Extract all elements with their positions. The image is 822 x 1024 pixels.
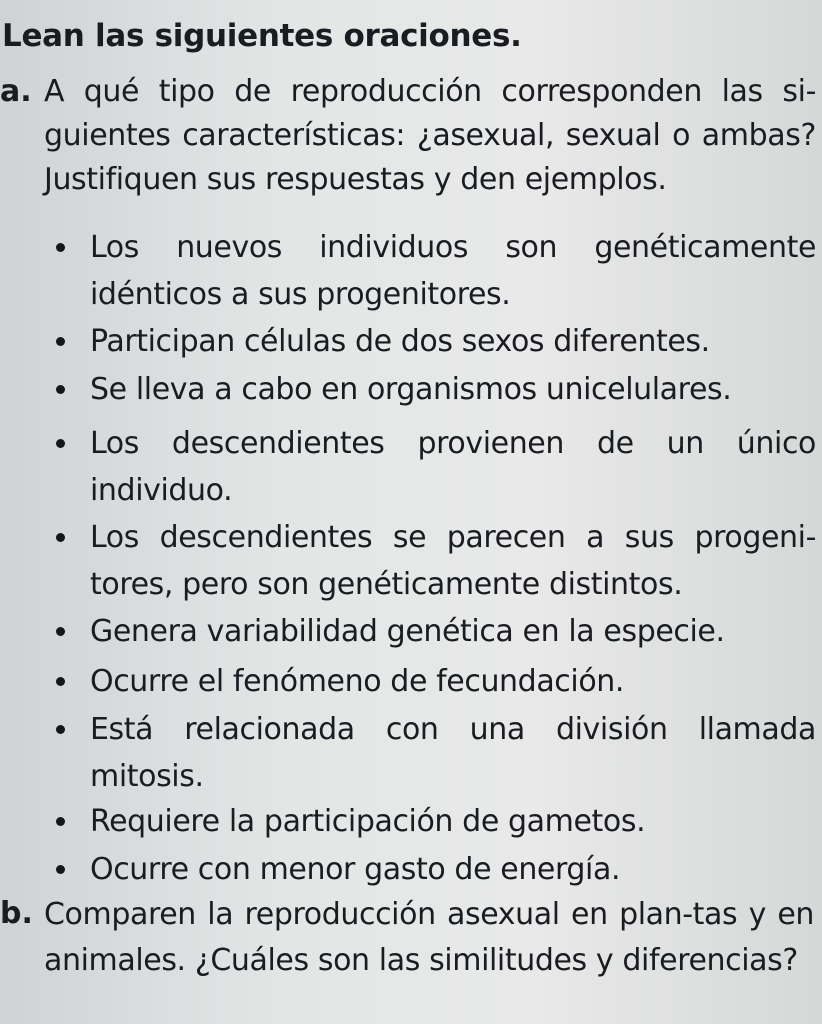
item-b-letter: b. xyxy=(0,896,33,931)
list-item: Ocurre con menor gasto de energía. xyxy=(90,846,816,893)
list-item: Los descendientes provienen de un único individuo. xyxy=(90,420,816,514)
list-item: Se lleva a cabo en organismos unicelulares. xyxy=(90,366,816,413)
page-heading: Lean las siguientes oraciones. xyxy=(2,18,522,54)
list-item: Ocurre el fenómeno de fecundación. xyxy=(90,658,816,705)
list-item: Participan células de dos sexos diferentes. xyxy=(90,318,816,365)
list-item: Genera variabilidad genética en la especie. xyxy=(90,608,816,655)
item-a-letter: a. xyxy=(0,74,32,109)
list-item: Requiere la participación de gametos. xyxy=(90,798,816,845)
list-item: Los nuevos individuos son genéticamente idénticos a sus progenitores. xyxy=(90,224,816,318)
item-a-question: A qué tipo de reproducción corresponden las si-guientes características: ¿asexual, sexual o ambas? Justifiquen sus respuestas y den ejemplos. xyxy=(44,74,816,197)
item-b-question: Comparen la reproducción asexual en plan-tas y en animales. ¿Cuáles son las similitudes y diferencias? xyxy=(44,897,814,978)
list-item: Los descendientes se parecen a sus progeni-tores, pero son genéticamente distintos. xyxy=(90,514,816,608)
list-item: Está relacionada con una división llamada mitosis. xyxy=(90,706,816,800)
